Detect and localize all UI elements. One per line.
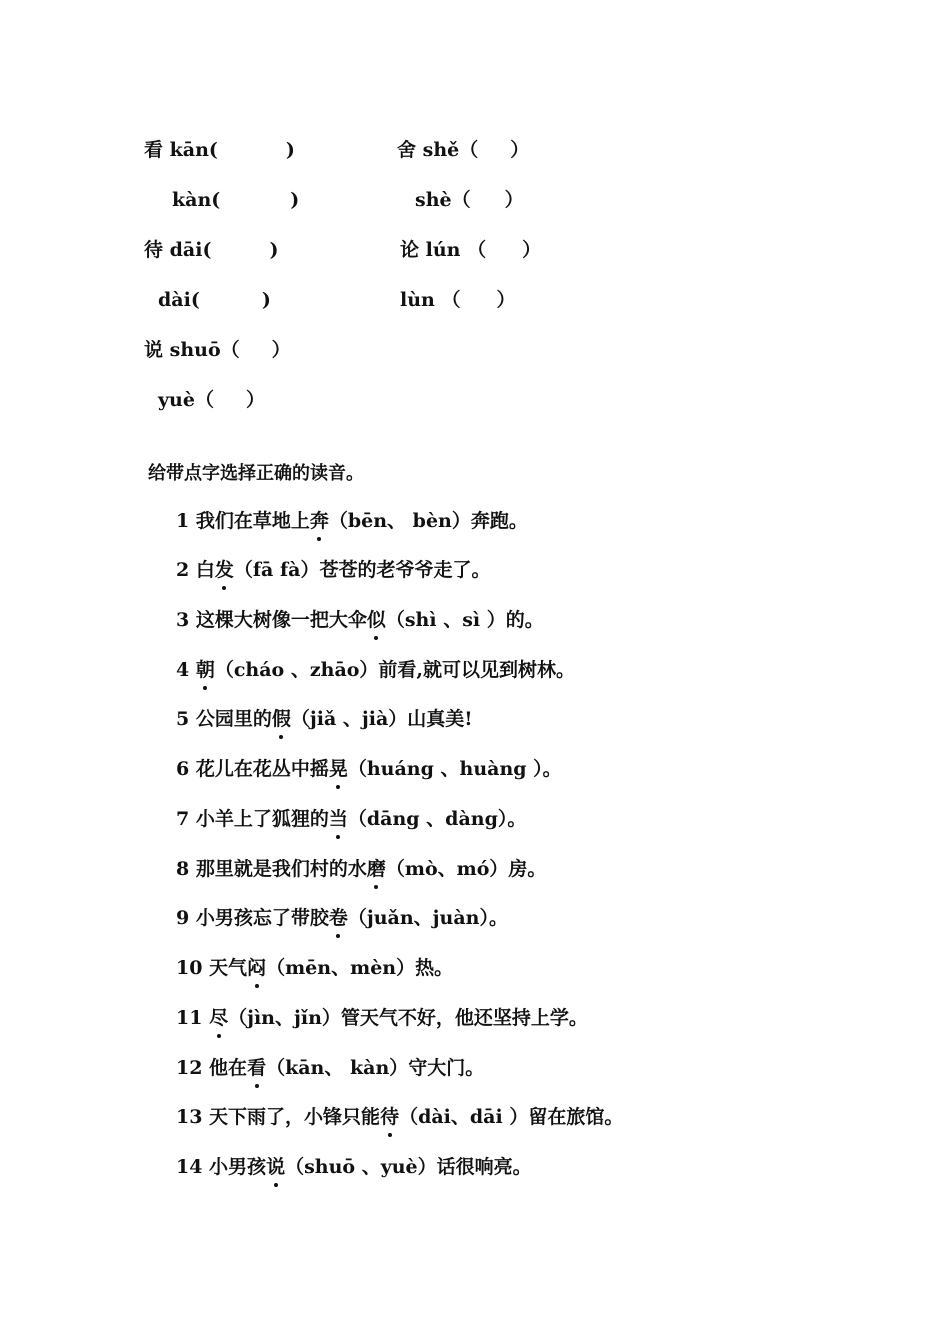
dotted-char: 发 [214, 559, 234, 581]
reading: lún （ [425, 239, 487, 261]
dotted-char: 似 [366, 609, 386, 631]
reading: kān( [169, 139, 218, 161]
exercise-sentence: 10 天气闷（mēn、mèn）热。 [176, 957, 454, 979]
dotted-char: 尽 [209, 1007, 229, 1029]
reading: shè（ [415, 189, 471, 211]
exercise-sentence: 1 我们在草地上奔（bēn、 bèn）奔跑。 [176, 510, 528, 532]
reading: shuō（ [169, 339, 240, 361]
dotted-char: 说 [266, 1156, 286, 1178]
reading: kàn( [172, 189, 221, 211]
exercise-sentence: 6 花儿在花丛中摇晃（huáng 、huàng ）。 [176, 758, 562, 780]
reading: dài( [158, 289, 200, 311]
dotted-char: 磨 [366, 858, 386, 880]
exercise-sentence: 14 小男孩说（shuō 、yuè）话很响亮。 [176, 1156, 532, 1178]
dotted-char: 当 [328, 808, 348, 830]
dotted-char: 卷 [328, 907, 348, 929]
dotted-char: 奔 [309, 510, 329, 532]
exercise-sentence: 5 公园里的假（jiǎ 、jià）山真美! [176, 708, 473, 730]
polyphone-char: 论 [400, 239, 420, 261]
reading: yuè（ [158, 389, 214, 411]
polyphone-char: 看 [144, 139, 164, 161]
exercise-sentence: 12 他在看（kān、 kàn）守大门。 [176, 1057, 485, 1079]
dotted-char: 晃 [328, 758, 348, 780]
dotted-char: 闷 [247, 957, 267, 979]
exercise-sentence: 7 小羊上了狐狸的当（dāng 、dàng）。 [176, 808, 527, 830]
polyphone-lun-1: 论 lún （ ） [400, 239, 542, 261]
polyphone-shuo-2: yuè（ ） [158, 389, 265, 411]
exercise-sentence: 9 小男孩忘了带胶卷（juǎn、juàn）。 [176, 907, 508, 929]
exercise-sentence: 2 白发（fā fà）苍苍的老爷爷走了。 [176, 559, 491, 581]
polyphone-kan-2: kàn( ) [172, 189, 300, 211]
polyphone-dai-2: dài( ) [158, 289, 271, 311]
polyphone-char: 待 [144, 239, 164, 261]
polyphone-char: 舍 [397, 139, 417, 161]
exercise-sentence: 13 天下雨了，小锋只能待（dài、dāi ）留在旅馆。 [176, 1106, 624, 1128]
polyphone-she-1: 舍 shě（ ） [397, 139, 530, 161]
dotted-char: 假 [271, 708, 291, 730]
exercise-sentence: 4 朝（cháo 、zhāo）前看,就可以见到树林。 [176, 659, 576, 681]
reading: dāi( [169, 239, 212, 261]
polyphone-kan-1: 看 kān( ) [144, 139, 295, 161]
exercise-sentence: 11 尽（jìn、jǐn）管天气不好，他还坚持上学。 [176, 1007, 588, 1029]
polyphone-char: 说 [144, 339, 164, 361]
polyphone-she-2: shè（ ） [415, 189, 524, 211]
exercise-sentence: 8 那里就是我们村的水磨（mò、mó）房。 [176, 858, 547, 880]
dotted-char: 看 [247, 1057, 267, 1079]
reading: lùn （ [400, 289, 461, 311]
dotted-char: 朝 [195, 659, 215, 681]
polyphone-dai-1: 待 dāi( ) [144, 239, 279, 261]
dotted-char: 待 [380, 1106, 400, 1128]
polyphone-shuo-1: 说 shuō（ ） [144, 339, 291, 361]
polyphone-lun-2: lùn （ ） [400, 289, 516, 311]
exercise-sentence: 3 这棵大树像一把大伞似（shì 、sì ）的。 [176, 609, 544, 631]
exercise-instruction: 给带点字选择正确的读音。 [148, 463, 364, 484]
reading: shě（ [422, 139, 479, 161]
